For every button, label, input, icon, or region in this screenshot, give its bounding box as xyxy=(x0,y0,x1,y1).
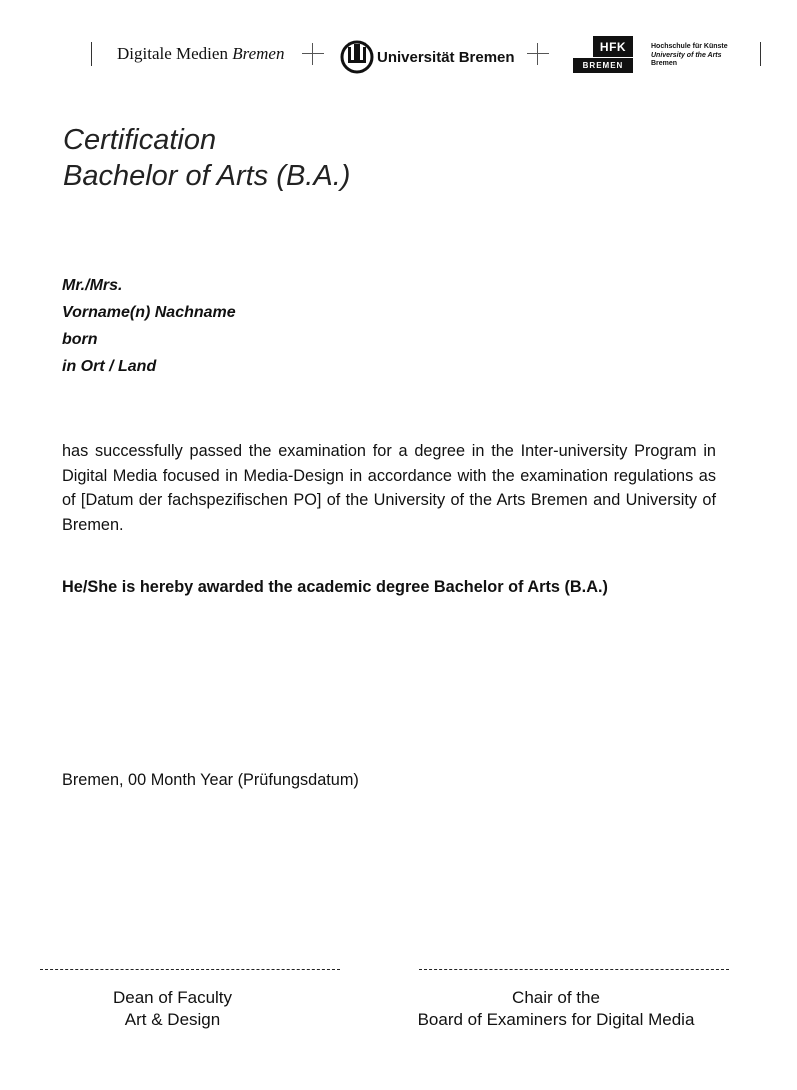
hfk-city: BREMEN xyxy=(573,58,633,73)
hfk-line-2: University of the Arts xyxy=(651,51,722,59)
recipient-name: Vorname(n) Nachname xyxy=(62,304,236,321)
chair-title: Chair of the xyxy=(512,988,600,1007)
signature-caption-dean xyxy=(40,987,305,1031)
digitale-medien-city: Bremen xyxy=(232,44,285,63)
hfk-line-3: Bremen xyxy=(651,60,678,67)
signature-caption-chair xyxy=(399,987,713,1031)
recipient-birthplace: in Ort / Land xyxy=(62,358,157,375)
hfk-line-1: Hochschule für Künste xyxy=(651,43,728,50)
signature-line-right xyxy=(419,969,729,970)
signature-line-left xyxy=(40,969,340,970)
certificate-body-paragraph: has successfully passed the examination for a degree in the Inter-university Program in Digital Media focused in Media-Design in accordance with the examination regulations as of [Datum der fachspezifischen PO] of the University of the Arts Bremen and University of Bremen. xyxy=(62,442,716,535)
hfk-abbrev: HFK xyxy=(593,36,633,57)
degree-award-statement: He/She is hereby awarded the academic degree Bachelor of Arts (B.A.) xyxy=(62,578,608,596)
recipient-salutation: Mr./Mrs. xyxy=(62,277,123,294)
header-divider-right xyxy=(760,42,761,66)
recipient-born: born xyxy=(62,331,98,348)
title-line-2: Bachelor of Arts (B.A.) xyxy=(63,160,351,192)
dean-title: Dean of Faculty xyxy=(112,988,233,1007)
universitaet-bremen-logo xyxy=(340,40,515,74)
title-line-1: Certification xyxy=(63,124,217,156)
certificate-title xyxy=(63,122,350,194)
chair-board: Board of Examiners for Digital Media xyxy=(417,1010,695,1029)
university-name: Universität Bremen xyxy=(377,48,515,66)
hfk-wordmark xyxy=(651,43,728,69)
plus-divider-icon xyxy=(302,43,324,65)
digitale-medien-logo xyxy=(117,44,284,64)
recipient-block xyxy=(62,272,236,380)
dean-faculty: Art & Design xyxy=(124,1010,221,1029)
hfk-logo xyxy=(573,36,633,73)
digitale-medien-prefix: Digitale Medien xyxy=(117,44,228,63)
university-seal-icon xyxy=(340,40,374,74)
place-and-date: Bremen, 00 Month Year (Prüfungsdatum) xyxy=(62,771,359,789)
header-divider-left xyxy=(91,42,92,66)
plus-divider-icon xyxy=(527,43,549,65)
